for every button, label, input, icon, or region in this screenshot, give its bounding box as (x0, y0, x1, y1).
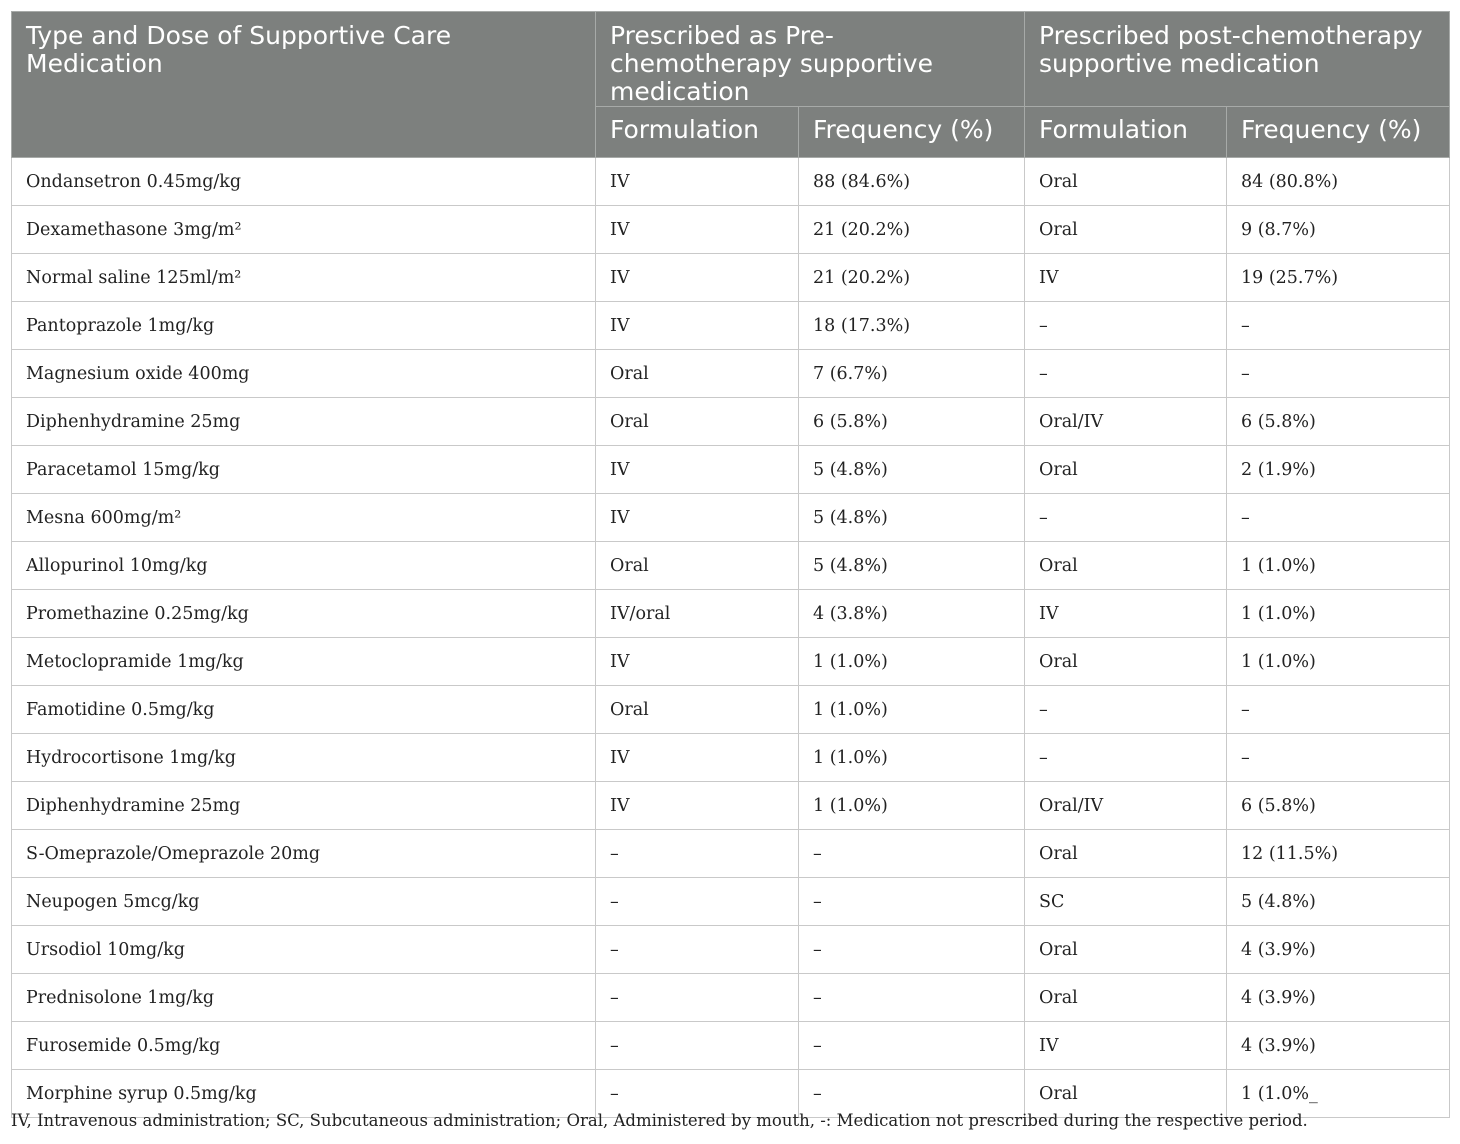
medication-cell: Normal saline 125ml/m² (12, 254, 596, 302)
pre-frequency-cell: 18 (17.3%) (799, 302, 1025, 350)
post-frequency-cell: 6 (5.8%) (1227, 782, 1450, 830)
post-formulation-cell: Oral (1025, 638, 1227, 686)
pre-frequency-cell: 21 (20.2%) (799, 206, 1025, 254)
medication-cell: Famotidine 0.5mg/kg (12, 686, 596, 734)
medication-cell: Paracetamol 15mg/kg (12, 446, 596, 494)
medication-cell: Promethazine 0.25mg/kg (12, 590, 596, 638)
table-row (12, 638, 1450, 686)
post-frequency-cell: – (1227, 494, 1450, 542)
pre-formulation-cell: IV (596, 494, 799, 542)
pre-frequency-cell: – (799, 974, 1025, 1022)
post-formulation-cell: IV (1025, 1022, 1227, 1070)
table-body (12, 158, 1450, 1118)
medication-cell: Furosemide 0.5mg/kg (12, 1022, 596, 1070)
post-formulation-cell: Oral (1025, 158, 1227, 206)
pre-frequency-cell: 5 (4.8%) (799, 542, 1025, 590)
pre-frequency-header: Frequency (%) (799, 107, 1025, 158)
post-formulation-cell: Oral/IV (1025, 782, 1227, 830)
post-formulation-cell: Oral (1025, 446, 1227, 494)
pre-frequency-cell: 5 (4.8%) (799, 494, 1025, 542)
post-chemo-group-header: Prescribed post-chemotherapy supportive medication (1025, 12, 1450, 107)
post-formulation-cell: – (1025, 350, 1227, 398)
table-header (12, 12, 1450, 158)
post-formulation-cell: Oral (1025, 542, 1227, 590)
medication-cell: Mesna 600mg/m² (12, 494, 596, 542)
table-row (12, 446, 1450, 494)
post-frequency-cell: 19 (25.7%) (1227, 254, 1450, 302)
table-row (12, 494, 1450, 542)
medication-cell: Pantoprazole 1mg/kg (12, 302, 596, 350)
table-row (12, 926, 1450, 974)
post-formulation-cell: Oral/IV (1025, 398, 1227, 446)
post-frequency-cell: 4 (3.9%) (1227, 1022, 1450, 1070)
table-footnote: IV, Intravenous administration; SC, Subcutaneous administration; Oral, Administered by mouth, -: Medication not prescribed during the respective period. (11, 1111, 1308, 1130)
post-frequency-cell: 6 (5.8%) (1227, 398, 1450, 446)
post-frequency-cell: – (1227, 350, 1450, 398)
table-row (12, 830, 1450, 878)
post-frequency-header: Frequency (%) (1227, 107, 1450, 158)
post-formulation-cell: Oral (1025, 206, 1227, 254)
medication-cell: Neupogen 5mcg/kg (12, 878, 596, 926)
table-row (12, 734, 1450, 782)
post-formulation-header: Formulation (1025, 107, 1227, 158)
table-row (12, 542, 1450, 590)
post-formulation-cell: IV (1025, 254, 1227, 302)
pre-formulation-cell: IV (596, 206, 799, 254)
table-row (12, 590, 1450, 638)
table-row (12, 302, 1450, 350)
post-formulation-cell: – (1025, 494, 1227, 542)
table-row (12, 974, 1450, 1022)
post-frequency-cell: 4 (3.9%) (1227, 926, 1450, 974)
pre-formulation-cell: IV (596, 302, 799, 350)
pre-formulation-cell: Oral (596, 686, 799, 734)
post-frequency-cell: 1 (1.0%) (1227, 590, 1450, 638)
medication-cell: Hydrocortisone 1mg/kg (12, 734, 596, 782)
pre-formulation-cell: – (596, 926, 799, 974)
pre-frequency-cell: 7 (6.7%) (799, 350, 1025, 398)
post-frequency-cell: – (1227, 302, 1450, 350)
pre-formulation-cell: IV (596, 734, 799, 782)
post-frequency-cell: 5 (4.8%) (1227, 878, 1450, 926)
post-formulation-cell: IV (1025, 590, 1227, 638)
post-frequency-cell: – (1227, 686, 1450, 734)
medication-cell: S-Omeprazole/Omeprazole 20mg (12, 830, 596, 878)
pre-frequency-cell: 21 (20.2%) (799, 254, 1025, 302)
post-formulation-cell: Oral (1025, 1070, 1227, 1118)
pre-formulation-cell: IV (596, 446, 799, 494)
medication-cell: Metoclopramide 1mg/kg (12, 638, 596, 686)
table-row (12, 350, 1450, 398)
pre-formulation-header: Formulation (596, 107, 799, 158)
pre-frequency-cell: – (799, 926, 1025, 974)
medication-cell: Allopurinol 10mg/kg (12, 542, 596, 590)
pre-frequency-cell: – (799, 830, 1025, 878)
post-formulation-cell: Oral (1025, 926, 1227, 974)
pre-formulation-cell: – (596, 878, 799, 926)
pre-formulation-cell: Oral (596, 542, 799, 590)
medication-cell: Dexamethasone 3mg/m² (12, 206, 596, 254)
medication-cell: Diphenhydramine 25mg (12, 782, 596, 830)
pre-formulation-cell: IV (596, 782, 799, 830)
table-row (12, 398, 1450, 446)
post-frequency-cell: 12 (11.5%) (1227, 830, 1450, 878)
post-frequency-cell: 9 (8.7%) (1227, 206, 1450, 254)
pre-frequency-cell: – (799, 878, 1025, 926)
post-formulation-cell: Oral (1025, 830, 1227, 878)
pre-frequency-cell: 1 (1.0%) (799, 782, 1025, 830)
supportive-care-medication-table (11, 11, 1450, 1118)
medication-cell: Diphenhydramine 25mg (12, 398, 596, 446)
post-formulation-cell: – (1025, 686, 1227, 734)
post-frequency-cell: 84 (80.8%) (1227, 158, 1450, 206)
pre-formulation-cell: – (596, 974, 799, 1022)
pre-formulation-cell: – (596, 1022, 799, 1070)
pre-frequency-cell: 5 (4.8%) (799, 446, 1025, 494)
medication-table-container (11, 11, 1449, 1118)
pre-frequency-cell: 1 (1.0%) (799, 734, 1025, 782)
pre-formulation-cell: Oral (596, 350, 799, 398)
table-row (12, 158, 1450, 206)
pre-frequency-cell: – (799, 1022, 1025, 1070)
table-row (12, 686, 1450, 734)
pre-chemo-group-header: Prescribed as Pre-chemotherapy supportive medication (596, 12, 1025, 107)
post-formulation-cell: SC (1025, 878, 1227, 926)
post-formulation-cell: – (1025, 302, 1227, 350)
table-row (12, 254, 1450, 302)
post-frequency-cell: 2 (1.9%) (1227, 446, 1450, 494)
pre-formulation-cell: IV (596, 158, 799, 206)
post-formulation-cell: – (1025, 734, 1227, 782)
pre-formulation-cell: – (596, 1070, 799, 1118)
medication-cell: Ondansetron 0.45mg/kg (12, 158, 596, 206)
pre-frequency-cell: 6 (5.8%) (799, 398, 1025, 446)
table-row (12, 878, 1450, 926)
post-frequency-cell: 4 (3.9%) (1227, 974, 1450, 1022)
pre-formulation-cell: IV (596, 638, 799, 686)
pre-formulation-cell: IV (596, 254, 799, 302)
table-row (12, 782, 1450, 830)
table-row (12, 1022, 1450, 1070)
post-formulation-cell: Oral (1025, 974, 1227, 1022)
pre-frequency-cell: – (799, 1070, 1025, 1118)
table-row (12, 206, 1450, 254)
post-frequency-cell: 1 (1.0%) (1227, 542, 1450, 590)
medication-cell: Morphine syrup 0.5mg/kg (12, 1070, 596, 1118)
pre-frequency-cell: 1 (1.0%) (799, 686, 1025, 734)
pre-frequency-cell: 88 (84.6%) (799, 158, 1025, 206)
pre-formulation-cell: – (596, 830, 799, 878)
post-frequency-cell: 1 (1.0%) (1227, 638, 1450, 686)
medication-cell: Prednisolone 1mg/kg (12, 974, 596, 1022)
pre-formulation-cell: Oral (596, 398, 799, 446)
medication-cell: Ursodiol 10mg/kg (12, 926, 596, 974)
header-row-1 (12, 12, 1450, 107)
pre-frequency-cell: 1 (1.0%) (799, 638, 1025, 686)
medication-column-header: Type and Dose of Supportive Care Medication (12, 12, 596, 158)
post-frequency-cell: 1 (1.0%_ (1227, 1070, 1450, 1118)
pre-formulation-cell: IV/oral (596, 590, 799, 638)
post-frequency-cell: – (1227, 734, 1450, 782)
pre-frequency-cell: 4 (3.8%) (799, 590, 1025, 638)
medication-cell: Magnesium oxide 400mg (12, 350, 596, 398)
